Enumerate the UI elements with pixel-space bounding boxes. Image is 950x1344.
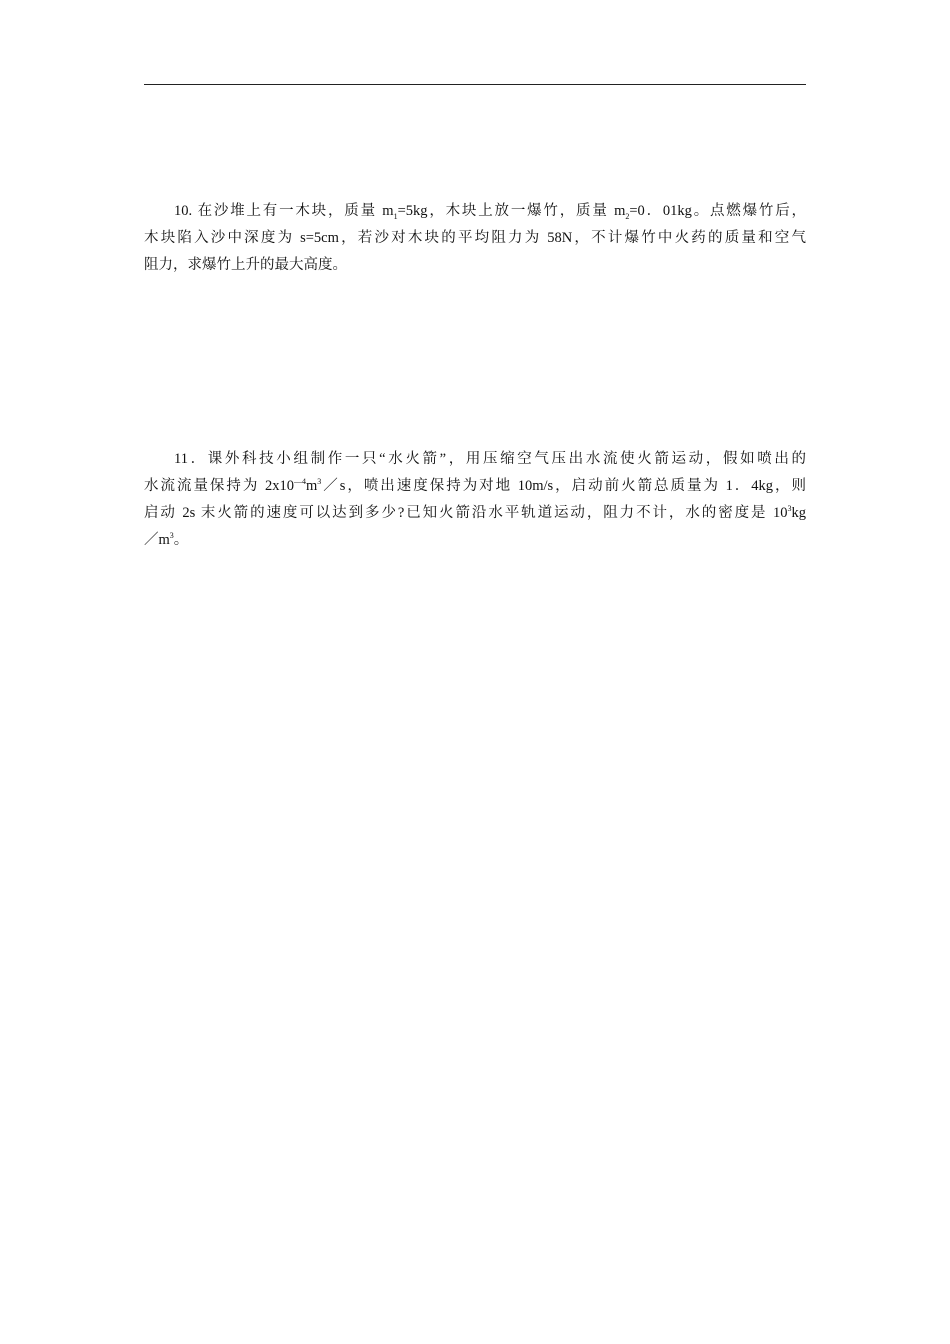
problem-10 xyxy=(144,198,806,279)
problem-11 xyxy=(144,446,806,554)
problem-line: 启动 2s 末火箭的速度可以达到多少?已知火箭沿水平轨道运动，阻力不计，水的密度是 $10^3kg$ xyxy=(144,504,806,521)
problem-number: 11． xyxy=(174,451,208,467)
problem-number: 10. xyxy=(174,203,193,219)
problem-line: 阻力，求爆竹上升的最大高度。 xyxy=(144,257,347,273)
header-rule xyxy=(144,84,806,85)
problem-line: 10. 在沙堆上有一木块，质量 $m_1=5kg$，木块上放一爆竹，质量 $m_2=0$．01kg。点燃爆竹后， xyxy=(174,203,807,221)
problem-line: $/m^3$。 xyxy=(144,531,189,548)
problem-line: 水流流量保持为 $2x10^{—4}m^3/s$，喷出速度保持为对地 10m/s，启动前火箭总质量为 1．4kg，则 xyxy=(144,477,806,494)
problem-line: 木块陷入沙中深度为 s=5cm，若沙对木块的平均阻力为 58N，不计爆竹中火药的质量和空气 xyxy=(144,230,806,246)
problem-line: 11．课外科技小组制作一只“水火箭”，用压缩空气压出水流使火箭运动，假如喷出的 xyxy=(174,451,806,467)
